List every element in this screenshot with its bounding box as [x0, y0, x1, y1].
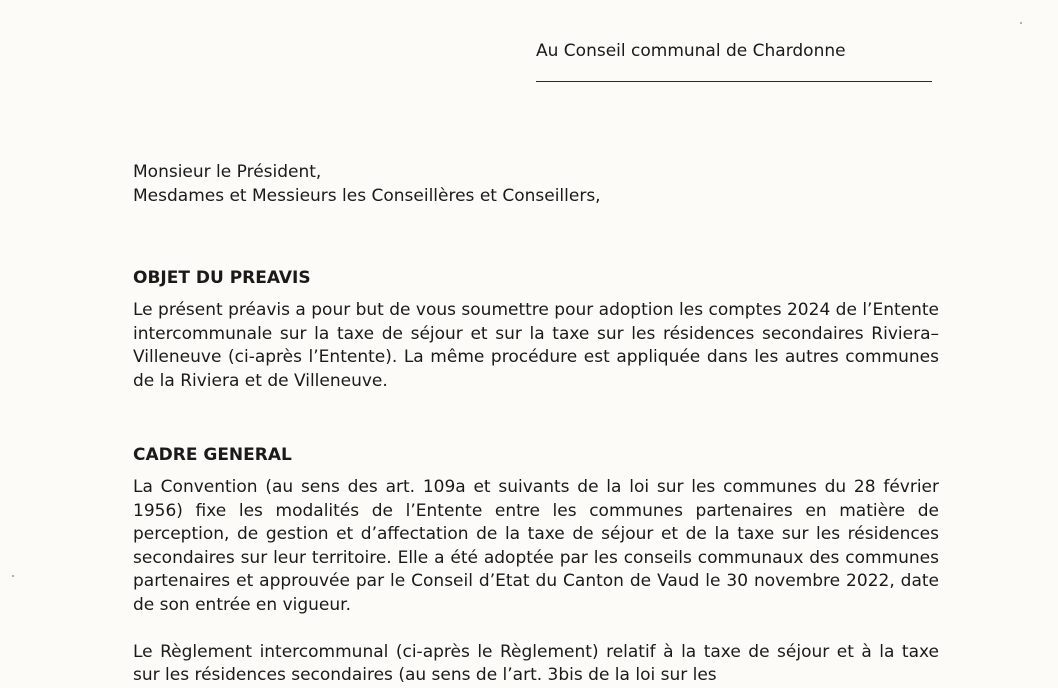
section-cadre-general: [133, 444, 939, 688]
section-heading: OBJET DU PREAVIS: [133, 268, 311, 288]
section-heading: CADRE GENERAL: [133, 445, 292, 465]
scan-speck: [12, 575, 14, 577]
salutation-line-president: Monsieur le Président,: [133, 162, 322, 182]
salutation: [133, 160, 601, 208]
section-paragraph: La Convention (au sens des art. 109a et suivants de la loi sur les communes du 28 février 1956) fixe les modalités de l’Entente entre les communes partenaires en matière de perception, de gestion et d’affectation de la taxe de séjour et de la taxe sur les résidences secondaires sur leur territoire. Elle a été adoptée par les conseils communaux des communes partenaires et approuvée par le Conseil d’Etat du Canton de Vaud le 30 novembre 2022, date de son entrée en vigueur.: [133, 477, 939, 615]
recipient-line: Au Conseil communal de Chardonne: [536, 41, 846, 61]
scan-speck: [1020, 22, 1022, 24]
section-paragraph: Le présent préavis a pour but de vous soumettre pour adoption les comptes 2024 de l’Entente intercommunale sur la taxe de séjour et sur la taxe sur les résidences secondaires Riviera–Villeneuve (ci-après l’Entente). La même procédure est appliquée dans les autres communes de la Riviera et de Villeneuve.: [133, 300, 939, 391]
section-paragraph: Le Règlement intercommunal (ci-après le Règlement) relatif à la taxe de séjour et à la taxe sur les résidences secondaires (au sens de l’art. 3bis de la loi sur les: [133, 641, 939, 686]
salutation-line-councillors: Mesdames et Messieurs les Conseillères et Conseillers,: [133, 186, 601, 206]
recipient-underline: [536, 81, 932, 82]
section-objet-du-preavis: [133, 267, 939, 393]
